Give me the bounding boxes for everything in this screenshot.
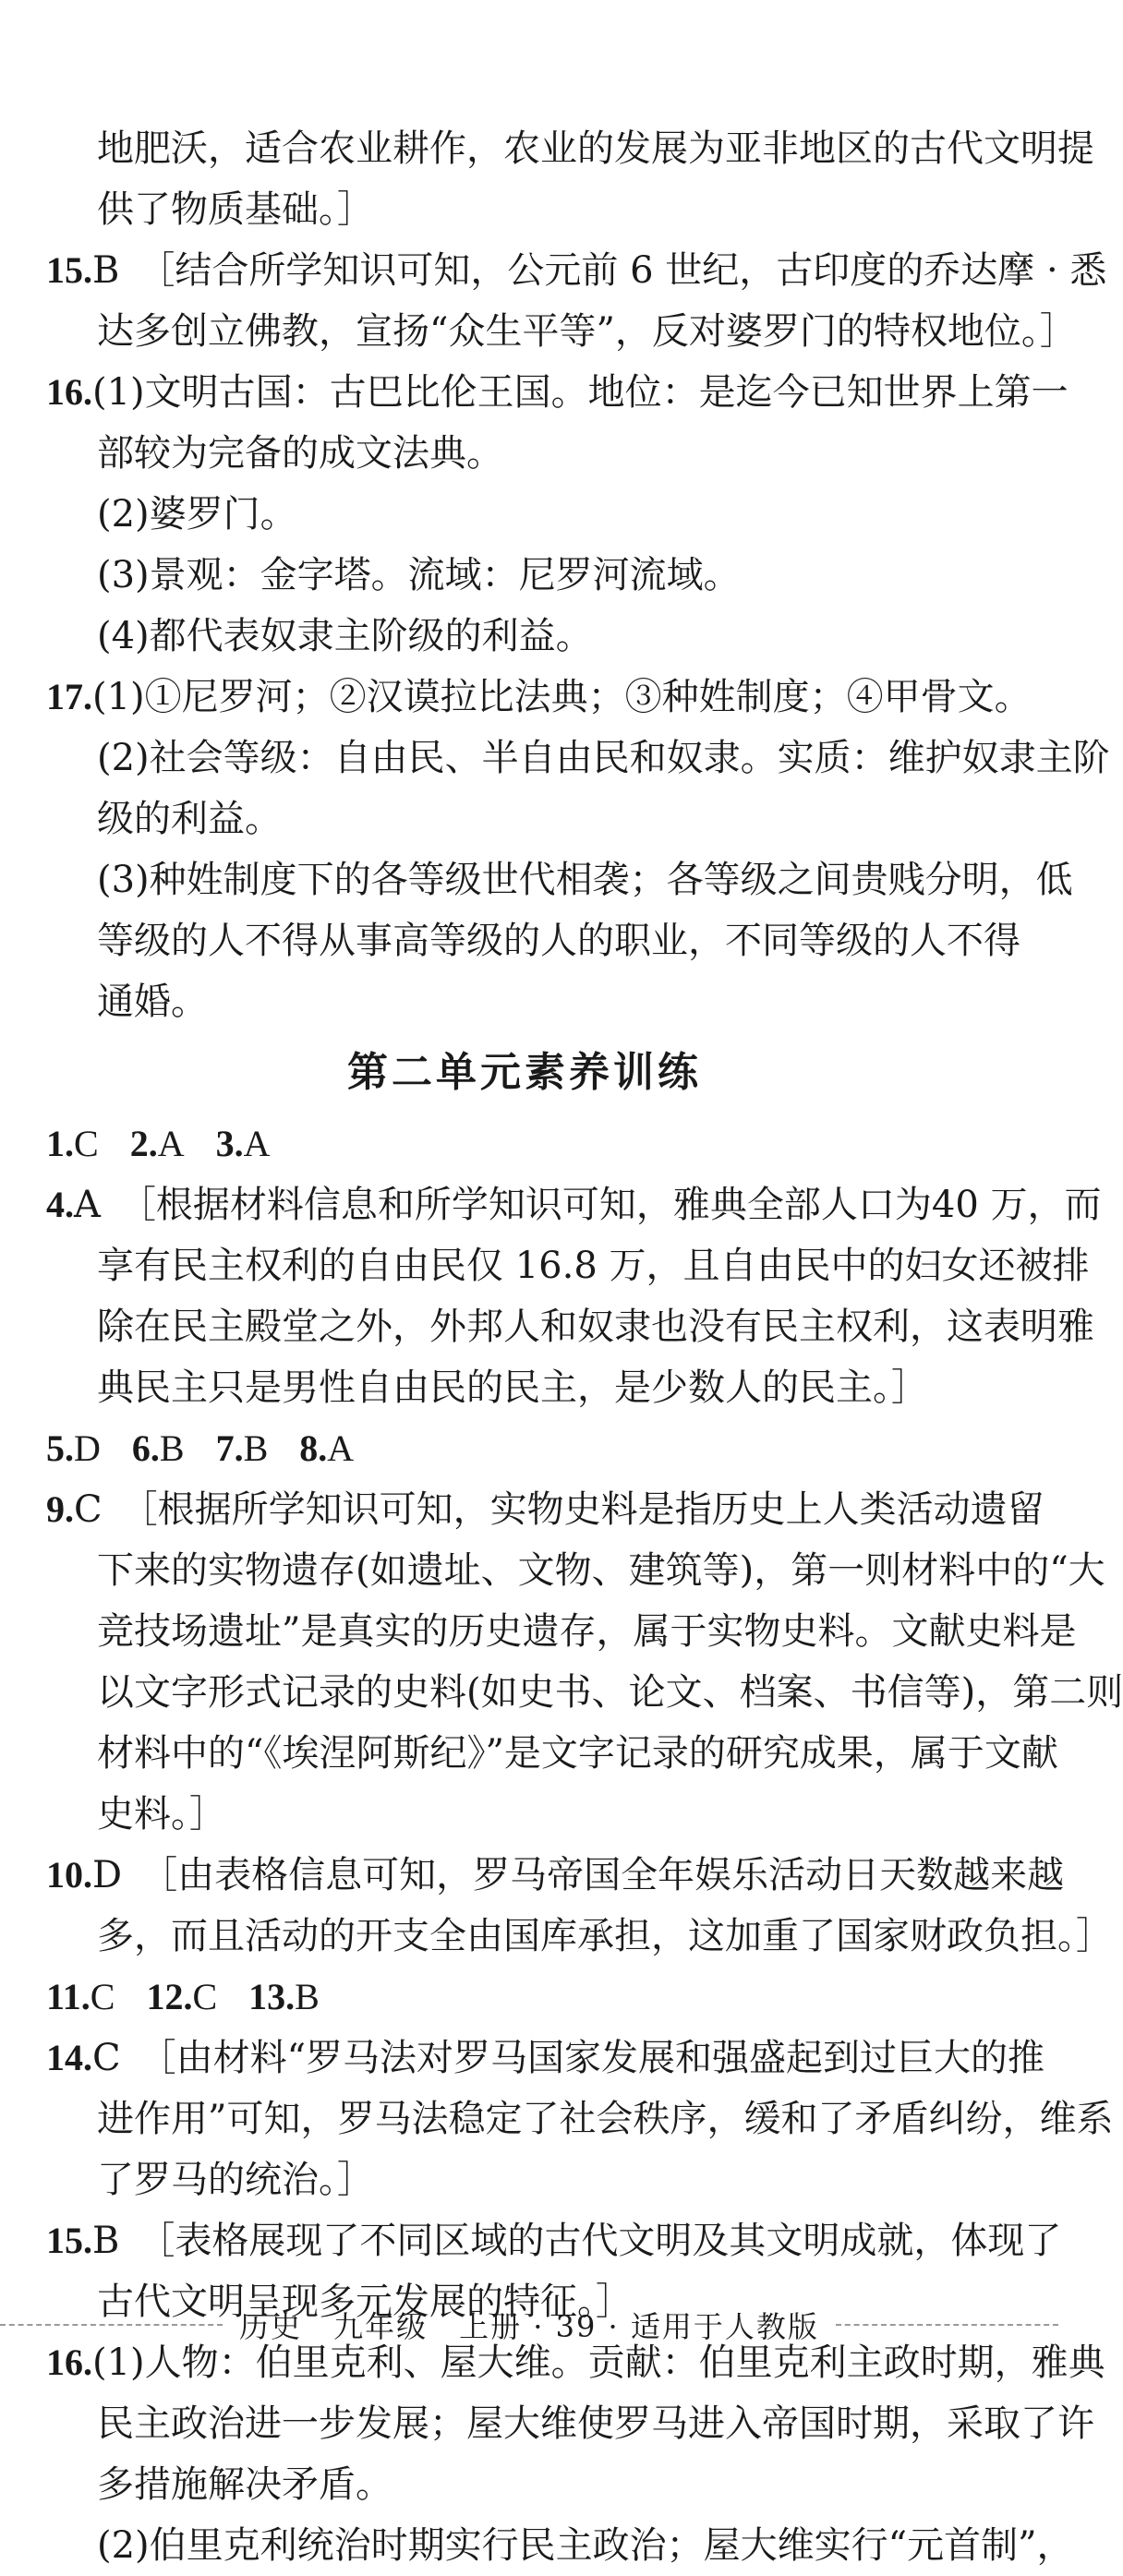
answer-text: A ［根据材料信息和所学知识可知，雅典全部人口为40 万，而 [74, 1184, 1102, 1226]
question-number: 1. [46, 1123, 74, 1164]
answer-text: 史料。］ [97, 1793, 226, 1836]
question-number: 16. [46, 2341, 92, 2383]
question-number: 16. [46, 371, 92, 413]
answer-text: D ［由表格信息可知，罗马帝国全年娱乐活动日天数越来越 [92, 1854, 1065, 1896]
choice-answer: B [159, 1427, 185, 1469]
answer-text: 多，而且活动的开支全由国库承担，这加重了国家财政负担。］ [97, 1915, 1113, 1957]
question-number: 11. [46, 1976, 91, 2017]
question-number: 13. [248, 1976, 296, 2017]
answer-text: (2)社会等级：自由民、半自由民和奴隶。实质：维护奴隶主阶 [97, 737, 1110, 779]
answer-line [46, 667, 1032, 728]
footer-text: 历史 九年级 上册 · 39 · 适用于人教版 [239, 2309, 819, 2344]
answer-line [46, 788, 1003, 849]
question-number: 2. [129, 1123, 158, 1164]
footer-rule-right [836, 2324, 1058, 2326]
answer-text: 古代文明呈现多元发展的特征。］ [97, 2281, 633, 2323]
answer-line [46, 849, 1073, 910]
choice-answers-row [46, 1418, 1003, 1479]
answer-text: (2)伯里克利统治时期实行民主政治；屋大维实行“元首制”， [97, 2524, 1074, 2567]
answer-line [46, 301, 1077, 362]
choice-answer: B [295, 1976, 320, 2017]
answer-text: (1)人物：伯里克利、屋大维。贡献：伯里克利主政时期，雅典 [92, 2341, 1105, 2384]
question-number: 15. [46, 249, 92, 291]
answer-line [46, 545, 1003, 606]
answer-line [46, 362, 1069, 423]
question-number: 4. [46, 1184, 74, 1225]
answer-line [46, 1784, 1003, 1845]
answer-text: 以文字形式记录的史料(如史书、论文、档案、书信等)，第二则 [97, 1671, 1123, 1714]
choice-answer: D [74, 1427, 101, 1469]
choice-answers-row [46, 1113, 1003, 1174]
answer-line [46, 1296, 1094, 1357]
answer-line [46, 1845, 1065, 1906]
answer-text: B ［表格展现了不同区域的古代文明及其文明成就，体现了 [92, 2220, 1062, 2262]
section-heading: 第二单元素养训练 [347, 1049, 702, 1096]
answer-line [46, 971, 1003, 1032]
answer-line [46, 910, 1020, 971]
answer-line [46, 1906, 1113, 1967]
answer-text: 进作用”可知，罗马法稳定了社会秩序，缓和了矛盾纠纷，维系 [97, 2098, 1114, 2140]
answer-line [46, 2393, 1094, 2454]
question-number: 3. [215, 1123, 244, 1164]
answer-content [46, 118, 1123, 2576]
answer-text: 除在民主殿堂之外，外邦人和奴隶也没有民主权利，这表明雅 [97, 1306, 1094, 1348]
answer-text: 部较为完备的成文法典。 [97, 432, 503, 475]
answer-line [46, 423, 1003, 484]
question-number: 15. [46, 2220, 92, 2261]
answer-text: C ［由材料“罗马法对罗马国家发展和强盛起到过巨大的推 [92, 2037, 1045, 2079]
answer-text: 供了物质基础。］ [97, 188, 374, 231]
answer-line [46, 728, 1110, 788]
choice-answer: C [90, 1976, 115, 2017]
choice-answer: C [192, 1976, 218, 2017]
question-number: 9. [46, 1488, 74, 1530]
answer-line [46, 1235, 1090, 1296]
choice-answer: B [243, 1427, 269, 1469]
question-number: 17. [46, 676, 92, 717]
question-number: 10. [46, 1854, 92, 1896]
choice-answer: C [74, 1123, 99, 1164]
answer-line [46, 2210, 1062, 2271]
question-number: 5. [46, 1427, 74, 1469]
answer-text: 通婚。 [97, 981, 208, 1023]
question-number: 7. [215, 1427, 244, 1469]
answer-line [46, 1601, 1077, 1662]
answer-text: 下来的实物遗存(如遗址、文物、建筑等)，第一则材料中的“大 [97, 1549, 1105, 1592]
answer-line [46, 2149, 1003, 2210]
answer-text: 级的利益。 [97, 798, 282, 840]
answer-line [46, 118, 1094, 179]
answer-line [46, 2088, 1114, 2149]
question-number: 8. [299, 1427, 328, 1469]
answer-line [46, 2515, 1074, 2576]
answer-text: 达多创立佛教，宣扬“众生平等”，反对婆罗门的特权地位。］ [97, 310, 1077, 353]
answer-text: (3)种姓制度下的各等级世代相袭；各等级之间贵贱分明，低 [97, 859, 1073, 901]
answer-text: B ［结合所学知识可知，公元前 6 世纪，古印度的乔达摩 · 悉 [92, 249, 1107, 292]
choice-answers-row [46, 1967, 1003, 2028]
answer-line [46, 1174, 1102, 1235]
answer-line [46, 1723, 1058, 1784]
answer-line [46, 1540, 1105, 1601]
question-number: 6. [131, 1427, 160, 1469]
answer-text: C ［根据所学知识可知，实物史料是指历史上人类活动遗留 [74, 1488, 1045, 1531]
answer-text: (3)景观：金字塔。流域：尼罗河流域。 [97, 554, 741, 596]
answer-text: 地肥沃，适合农业耕作，农业的发展为亚非地区的古代文明提 [97, 127, 1094, 170]
answer-line [46, 1479, 1045, 1540]
answer-text: (4)都代表奴隶主阶级的利益。 [97, 615, 593, 657]
answer-text: (1)文明古国：古巴比伦王国。地位：是迄今已知世界上第一 [92, 371, 1069, 414]
answer-text: 典民主只是男性自由民的民主，是少数人的民主。］ [97, 1366, 928, 1409]
choice-answer: A [327, 1427, 355, 1469]
answer-line [46, 179, 1003, 240]
answer-line [46, 2028, 1045, 2088]
answer-text: 多措施解决矛盾。 [97, 2463, 392, 2506]
choice-answer: A [243, 1123, 271, 1164]
answer-line [46, 240, 1107, 301]
answer-text: 民主政治进一步发展；屋大维使罗马进入帝国时期，采取了许 [97, 2402, 1094, 2445]
footer-rule-left [0, 2324, 223, 2326]
answer-text: 材料中的“《埃涅阿斯纪》”是文字记录的研究成果，属于文献 [97, 1732, 1058, 1775]
page-footer [0, 2297, 1058, 2353]
answer-text: 等级的人不得从事高等级的人的职业，不同等级的人不得 [97, 920, 1020, 962]
question-number: 14. [46, 2037, 92, 2078]
choice-answer: A [157, 1123, 185, 1164]
answer-text: 享有民主权利的自由民仅 16.8 万，且自由民中的妇女还被排 [97, 1245, 1090, 1287]
answer-text: 了罗马的统治。］ [97, 2159, 374, 2201]
answer-text: 竞技场遗址”是真实的历史遗存，属于实物史料。文献史料是 [97, 1610, 1077, 1653]
answer-text: (1)①尼罗河；②汉谟拉比法典；③种姓制度；④甲骨文。 [92, 676, 1032, 718]
answer-line [46, 1662, 1123, 1723]
answer-line [46, 484, 1003, 545]
answer-line [46, 606, 1003, 667]
answer-line [46, 1357, 1003, 1418]
answer-text: (2)婆罗门。 [97, 493, 297, 536]
answer-line [46, 2454, 1003, 2515]
question-number: 12. [146, 1976, 193, 2017]
